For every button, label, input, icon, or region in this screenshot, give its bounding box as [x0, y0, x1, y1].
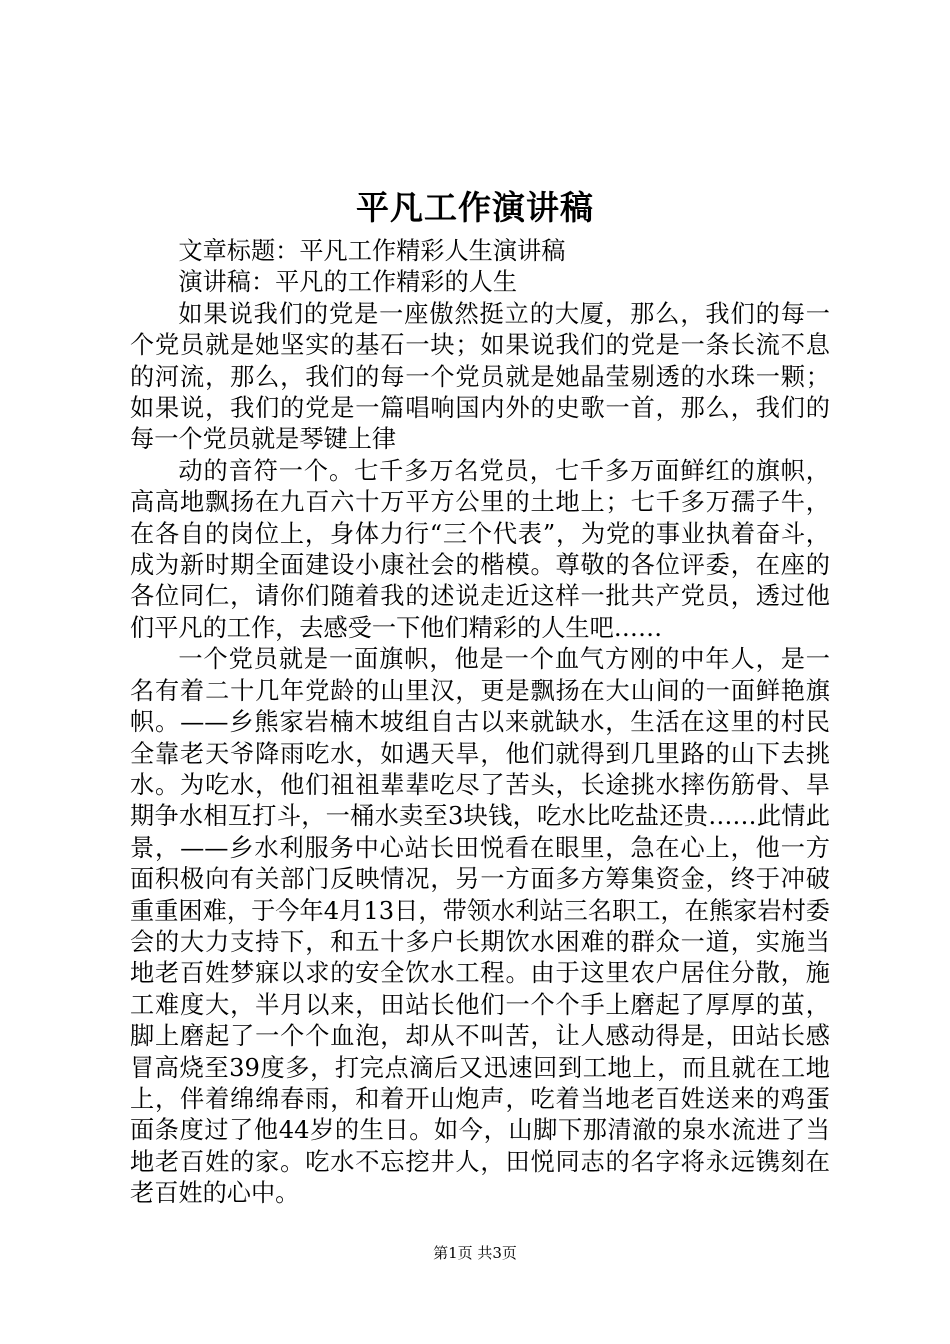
document-body	[130, 236, 830, 1210]
page-number-footer: 第1页 共3页	[433, 1244, 517, 1262]
document-title: 平凡工作演讲稿	[356, 188, 594, 227]
paragraph-3: 一个党员就是一面旗帜，他是一个血气方刚的中年人，是一名有着二十几年党龄的山里汉，更是飘扬在大山间的一面鲜艳旗帜。——乡熊家岩楠木坡组自古以来就缺水，生活在这里的村民全靠老天爷降雨吃水，如遇天旱，他们就得到几里路的山下去挑水。为吃水，他们祖祖辈辈吃尽了苦头，长途挑水摔伤筋骨、旱期争水相互打斗，一桶水卖至3块钱，吃水比吃盐还贵……此情此景，——乡水利服务中心站长田悦看在眼里，急在心上，他一方面积极向有关部门反映情况，另一方面多方筹集资金，终于冲破重重困难，于今年4月13日，带领水利站三名职工，在熊家岩村委会的大力支持下，和五十多户长期饮水困难的群众一道，实施当地老百姓梦寐以求的安全饮水工程。由于这里农户居住分散，施工难度大，半月以来，田站长他们一个个手上磨起了厚厚的茧，脚上磨起了一个个血泡，却从不叫苦，让人感动得是，田站长感冒高烧至39度多，打完点滴后又迅速回到工地上，而且就在工地上，伴着绵绵春雨，和着开山炮声，吃着当地老百姓送来的鸡蛋面条度过了他44岁的生日。如今，山脚下那清澈的泉水流进了当地老百姓的家。吃水不忘挖井人，田悦同志的名字将永远镌刻在老百姓的心中。	[130, 645, 830, 1208]
paragraph-2: 动的音符一个。七千多万名党员，七千多万面鲜红的旗帜，高高地飘扬在九百六十万平方公里的土地上；七千多万孺子牛，在各自的岗位上，身体力行“三个代表”，为党的事业执着奋斗，成为新时期全面建设小康社会的楷模。尊敬的各位评委，在座的各位同仁，请你们随着我的述说走近这样一批共产党员，透过他们平凡的工作，去感受一下他们精彩的人生吧……	[130, 456, 830, 642]
paragraph-1: 如果说我们的党是一座傲然挺立的大厦，那么，我们的每一个党员就是她坚实的基石一块；如果说我们的党是一条长流不息的河流，那么，我们的每一个党员就是她晶莹剔透的水珠一颗；如果说，我们的党是一篇唱响国内外的史歌一首，那么，我们的每一个党员就是琴键上律	[130, 299, 830, 454]
meta-line-article-title: 文章标题：平凡工作精彩人生演讲稿	[178, 237, 566, 265]
meta-line-speech-title: 演讲稿：平凡的工作精彩的人生	[178, 268, 518, 297]
